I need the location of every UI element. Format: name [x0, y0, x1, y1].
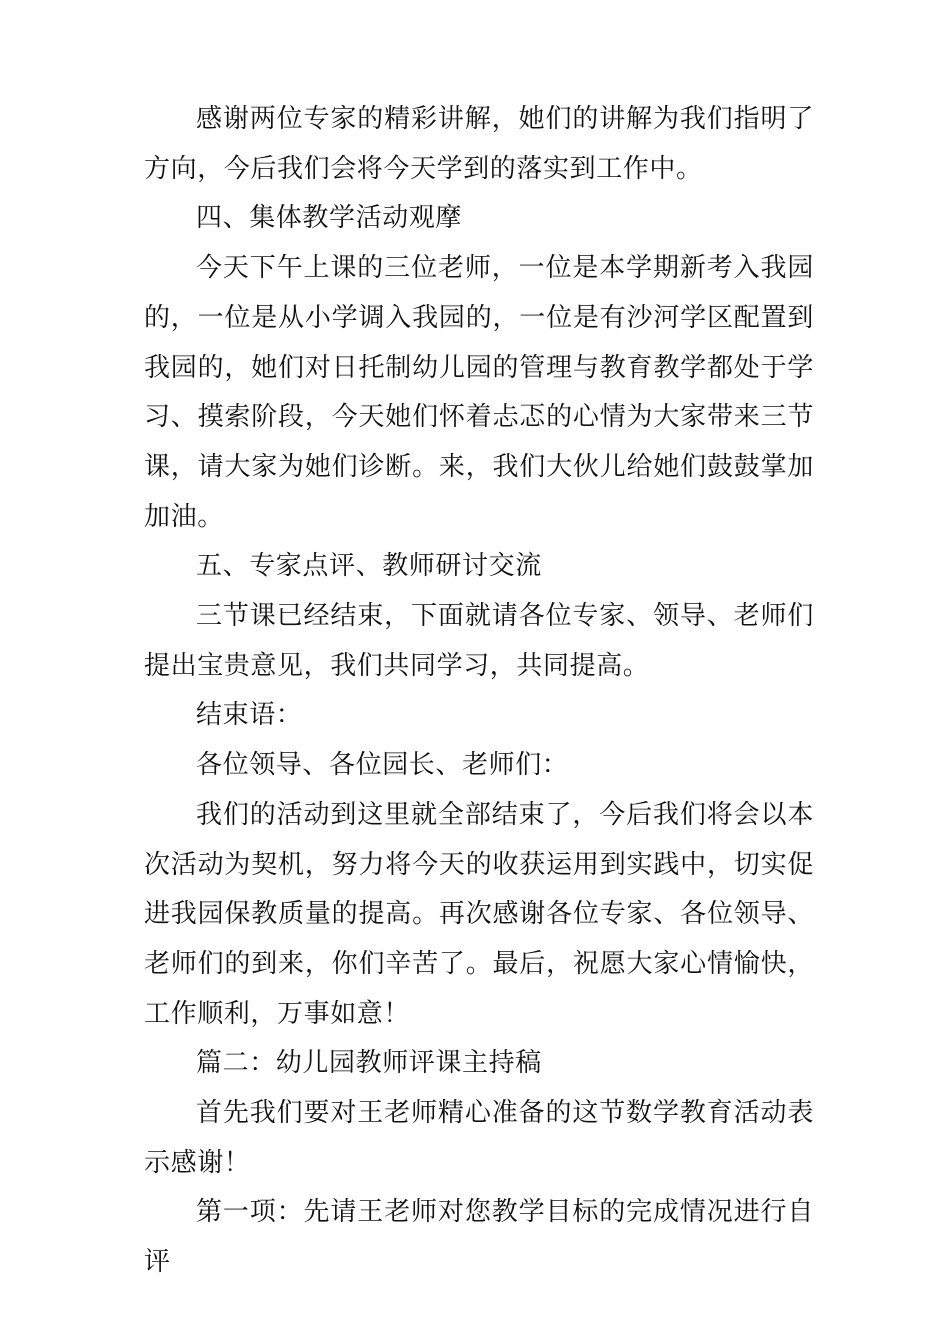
section-heading-review: 五、专家点评、教师研讨交流: [196, 551, 542, 582]
document-body: [144, 95, 814, 1288]
paragraph-afternoon-teachers: 今天下午上课的三位老师，一位是本学期新考入我园的，一位是从小学调入我园的，一位是有沙河学区配置到我园的，她们对日托制幼儿园的管理与教育教学都处于学习、摸索阶段，今天她们怀着忐忑的心情为大家带来三节课，请大家为她们诊断。来，我们大伙儿给她们鼓鼓掌加加油。: [144, 253, 814, 532]
paragraph-item-one: 第一项：先请王老师对您教学目标的完成情况进行自评: [144, 1197, 814, 1278]
closing-heading: 结束语：: [196, 700, 303, 731]
paragraph-thanks-experts: 感谢两位专家的精彩讲解，她们的讲解为我们指明了方向，今后我们会将今天学到的落实到工作中。: [144, 104, 814, 184]
chapter-heading-two: 篇二：幼儿园教师评课主持稿: [196, 1048, 542, 1079]
paragraph-closing-remarks: 我们的活动到这里就全部结束了，今后我们将会以本次活动为契机，努力将今天的收获运用到实践中，切实促进我园保教质量的提高。再次感谢各位专家、各位领导、老师们的到来，你们辛苦了。最后，祝愿大家心情愉快，工作顺利，万事如意！: [144, 799, 814, 1029]
paragraph-thanks-teacher-wang: 首先我们要对王老师精心准备的这节数学教育活动表示感谢！: [144, 1098, 814, 1178]
paragraph-lessons-ended: 三节课已经结束，下面就请各位专家、领导、老师们提出宝贵意见，我们共同学习，共同提高。: [144, 601, 814, 681]
section-heading-observation: 四、集体教学活动观摩: [196, 203, 463, 234]
closing-salutation: 各位领导、各位园长、老师们：: [196, 750, 569, 781]
